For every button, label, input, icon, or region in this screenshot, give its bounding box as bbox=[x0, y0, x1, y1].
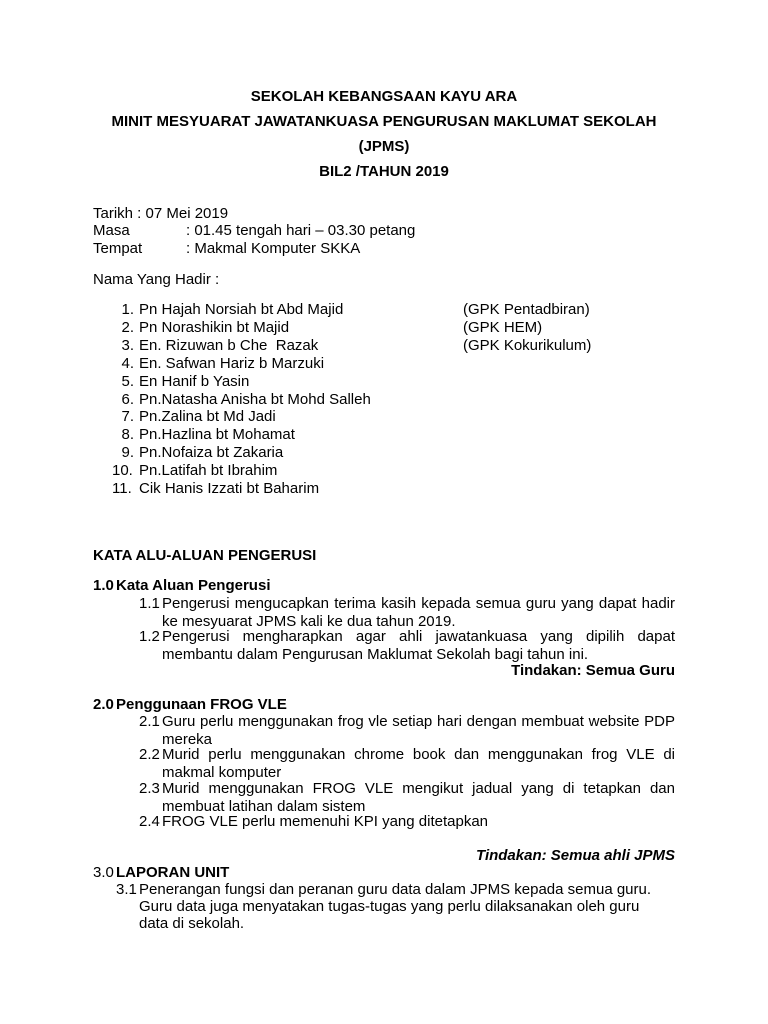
attendee-role: (GPK HEM) bbox=[463, 319, 543, 336]
list-number: 3. bbox=[121, 337, 134, 354]
item-text-line: Guru data juga menyatakan tugas-tugas yang perlu dilaksanakan oleh guru bbox=[139, 898, 640, 915]
item-text: Murid menggunakan FROG VLE mengikut jadual yang di tetapkan dan membuat latihan dalam sistem bbox=[162, 780, 675, 815]
attendee-name: Pn.Hazlina bt Mohamat bbox=[139, 426, 295, 443]
list-item bbox=[0, 373, 768, 391]
attendee-name: En. Rizuwan b Che Razak bbox=[139, 337, 319, 354]
list-number: 11. bbox=[112, 480, 132, 497]
list-item bbox=[0, 301, 768, 319]
list-number: 8. bbox=[121, 426, 134, 443]
attendee-name: Cik Hanis Izzati bt Baharim bbox=[139, 480, 320, 497]
action-note: Tindakan: Semua ahli JPMS bbox=[476, 847, 675, 864]
list-number: 7. bbox=[121, 408, 134, 425]
attendee-name: Pn Hajah Norsiah bt Abd Majid bbox=[139, 301, 344, 318]
list-number: 4. bbox=[121, 355, 134, 372]
list-item bbox=[0, 462, 768, 480]
item-text-line: Penerangan fungsi dan peranan guru data dalam JPMS kepada semua guru. bbox=[139, 881, 652, 898]
attendee-role: (GPK Pentadbiran) bbox=[463, 301, 590, 318]
item-number: 2.1 bbox=[139, 713, 160, 730]
attendee-name: Pn.Nofaiza bt Zakaria bbox=[139, 444, 284, 461]
list-item bbox=[0, 426, 768, 444]
section-title: Kata Aluan Pengerusi bbox=[116, 577, 271, 594]
item-number: 2.3 bbox=[139, 780, 160, 797]
minutes-title: MINIT MESYUARAT JAWATANKUASA PENGURUSAN MAKLUMAT SEKOLAH bbox=[111, 113, 657, 130]
section-title: Penggunaan FROG VLE bbox=[116, 696, 287, 713]
list-number: 9. bbox=[121, 444, 134, 461]
attendance-heading: Nama Yang Hadir : bbox=[93, 271, 220, 288]
attendee-name: Pn.Latifah bt Ibrahim bbox=[139, 462, 278, 479]
attendee-name: En. Safwan Hariz b Marzuki bbox=[139, 355, 325, 372]
item-text-line: data di sekolah. bbox=[139, 915, 245, 932]
list-number: 1. bbox=[121, 301, 134, 318]
item-text: Pengerusi mengharapkan agar ahli jawatankuasa yang dipilih dapat membantu dalam Pengurusan Maklumat Sekolah bagi tahun ini. bbox=[162, 628, 675, 663]
school-name: SEKOLAH KEBANGSAAN KAYU ARA bbox=[250, 88, 518, 105]
time-value: : 01.45 tengah hari – 03.30 petang bbox=[186, 222, 416, 239]
item-number: 2.4 bbox=[139, 813, 160, 830]
list-number: 10. bbox=[112, 462, 133, 479]
venue-label: Tempat bbox=[93, 240, 143, 257]
action-note: Tindakan: Semua Guru bbox=[511, 662, 675, 679]
list-item bbox=[0, 444, 768, 462]
section-number: 3.0 bbox=[93, 864, 114, 881]
list-number: 5. bbox=[121, 373, 134, 390]
item-number: 1.2 bbox=[139, 628, 160, 645]
item-text: FROG VLE perlu memenuhi KPI yang ditetapkan bbox=[162, 813, 489, 830]
attendee-name: Pn.Zalina bt Md Jadi bbox=[139, 408, 276, 425]
meeting-number: BIL2 /TAHUN 2019 bbox=[319, 163, 449, 180]
item-text: Guru perlu menggunakan frog vle setiap hari dengan membuat website PDP mereka bbox=[162, 713, 675, 748]
attendee-name: Pn Norashikin bt Majid bbox=[139, 319, 290, 336]
list-item bbox=[0, 355, 768, 373]
list-item bbox=[0, 480, 768, 498]
item-number: 3.1 bbox=[116, 881, 137, 898]
list-item bbox=[0, 319, 768, 337]
meeting-date: Tarikh : 07 Mei 2019 bbox=[93, 205, 229, 222]
item-number: 1.1 bbox=[139, 595, 160, 612]
attendee-name: En Hanif b Yasin bbox=[139, 373, 250, 390]
list-item bbox=[0, 408, 768, 426]
committee-abbrev: (JPMS) bbox=[358, 138, 410, 155]
item-text: Murid perlu menggunakan chrome book dan menggunakan frog VLE di makmal komputer bbox=[162, 746, 675, 781]
list-number: 6. bbox=[121, 391, 134, 408]
list-item bbox=[0, 391, 768, 409]
time-label: Masa bbox=[93, 222, 130, 239]
item-number: 2.2 bbox=[139, 746, 160, 763]
attendee-name: Pn.Natasha Anisha bt Mohd Salleh bbox=[139, 391, 371, 408]
list-item bbox=[0, 337, 768, 355]
venue-value: : Makmal Komputer SKKA bbox=[186, 240, 361, 257]
attendee-role: (GPK Kokurikulum) bbox=[463, 337, 592, 354]
welcome-heading: KATA ALU-ALUAN PENGERUSI bbox=[93, 547, 317, 564]
item-text: Pengerusi mengucapkan terima kasih kepada semua guru yang dapat hadir ke mesyuarat JPMS kali ke dua tahun 2019. bbox=[162, 595, 675, 630]
section-number: 2.0 bbox=[93, 696, 114, 713]
list-number: 2. bbox=[121, 319, 134, 336]
section-title: LAPORAN UNIT bbox=[116, 864, 230, 881]
section-number: 1.0 bbox=[93, 577, 114, 594]
